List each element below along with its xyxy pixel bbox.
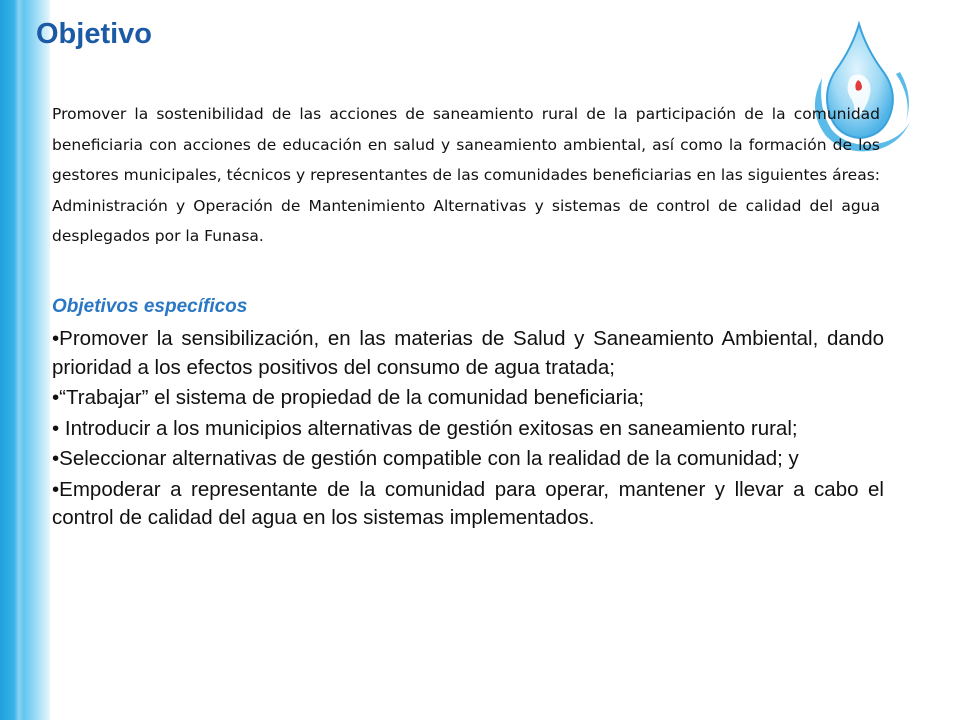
side-accent-bar: [0, 0, 50, 720]
list-item: •Seleccionar alternativas de gestión compatible con la realidad de la comunidad; y: [52, 447, 799, 470]
objectives-subheading: Objetivos específicos: [52, 296, 248, 317]
list-item: •“Trabajar” el sistema de propiedad de la comunidad beneficiaria;: [52, 386, 645, 409]
slide-title: Objetivo: [36, 18, 153, 50]
list-item: • Introducir a los municipios alternativas de gestión exitosas en saneamiento rural;: [52, 416, 798, 440]
list-item: •Promover la sensibilización, en las materias de Salud y Saneamiento Ambiental, dando prioridad a los efectos positivos del consumo de agua tratada;: [52, 327, 884, 379]
objectives-list: [52, 325, 884, 535]
intro-paragraph: Promover la sostenibilidad de las acciones de saneamiento rural de la participación de la comunidad beneficiaria con acciones de educación en salud y saneamiento ambiental, así como la formación de los gestores municipales, técnicos y representantes de las comunidades beneficiarias en las siguientes áreas: Administración y Operación de Mantenimiento Alternativas y sistemas de control de calidad del agua desplegados por la Funasa.: [52, 105, 880, 245]
list-item: •Empoderar a representante de la comunidad para operar, mantener y llevar a cabo el control de calidad del agua en los sistemas implementados.: [52, 477, 884, 529]
